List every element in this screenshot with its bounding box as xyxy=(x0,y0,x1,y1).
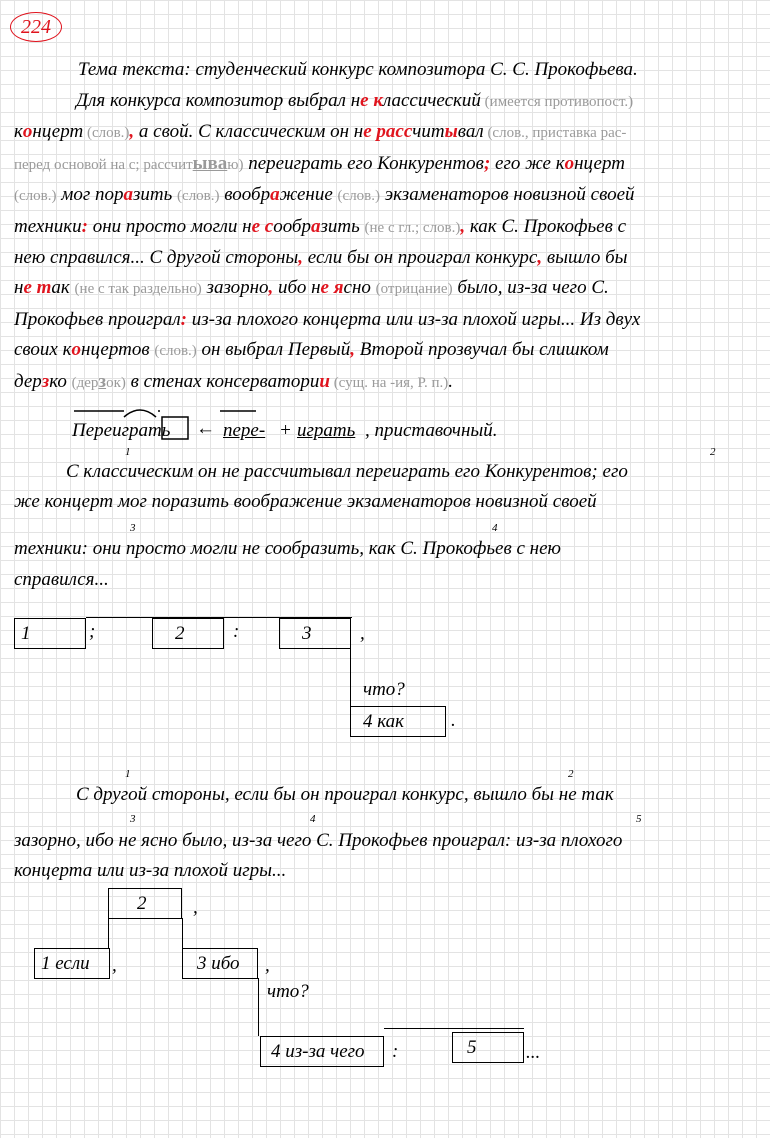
clause-number: 2 xyxy=(568,768,574,780)
morph-base: играть xyxy=(297,420,356,441)
main-paragraph xyxy=(14,86,766,398)
clause-number: 4 xyxy=(310,813,316,825)
clause-box-1: 1 xyxy=(14,618,86,649)
question-label: что? xyxy=(363,679,405,700)
separator: ; xyxy=(89,621,96,642)
arrow-icon: ← xyxy=(196,418,215,439)
page-number: 224 xyxy=(10,12,62,42)
morph-word: Переиграть xyxy=(72,420,171,441)
separator: , xyxy=(265,955,270,976)
separator: : xyxy=(233,621,240,642)
clause-box-2: 2 xyxy=(108,888,182,919)
connector-line xyxy=(108,918,109,948)
sentence-2-line-4: справился... xyxy=(14,569,109,590)
theme-line: Тема текста: студенческий конкурс композитора С. С. Прокофьева. xyxy=(78,59,638,80)
separator: . xyxy=(451,710,456,731)
clause-box-3: 3 xyxy=(279,618,351,649)
connector-line xyxy=(384,1028,524,1029)
paragraph-line-10: дерзко (дерзок) в стенах консерватории (сущ. на -ия, Р. п.). xyxy=(14,370,454,392)
clause-box-5: 5 xyxy=(452,1032,524,1063)
clause-number: 4 xyxy=(492,522,498,534)
clause-box-3: 3 ибо xyxy=(182,948,258,979)
separator: : xyxy=(392,1041,399,1062)
connector-line xyxy=(258,978,259,1036)
connector-line xyxy=(350,649,351,706)
paragraph-line-7: не так (не с так раздельно) зазорно, ибо не ясно (отрицание) было, из-за чего С. xyxy=(14,277,609,299)
paragraph-line-2: концерт (слов.), а свой. С классическим он не рассчитывал (слов., приставка рас- xyxy=(14,121,627,143)
clause-box-2: 2 xyxy=(152,618,224,649)
clause-number: 2 xyxy=(710,446,716,458)
paragraph-line-3: перед основой на с; рассчитываю) переиграть его Конкурентов; его же концерт xyxy=(14,152,625,174)
paragraph-line-6: нею справился... С другой стороны, если бы он проиграл конкурс, вышло бы xyxy=(14,247,628,269)
morph-prefix: пере- xyxy=(223,420,266,441)
sentence-2-line-2: же концерт мог поразить воображение экзаменаторов новизной своей xyxy=(14,491,597,512)
clause-box-1: 1 если xyxy=(34,948,110,979)
separator: , xyxy=(360,623,365,644)
separator: , xyxy=(112,955,117,976)
sentence-3-line-2: зазорно, ибо не ясно было, из-за чего С. Прокофьев проиграл: из-за плохого xyxy=(14,830,623,851)
separator: , xyxy=(193,897,198,918)
sentence-3-line-3: концерта или из-за плохой игры... xyxy=(14,860,287,881)
paragraph-line-5: техники: они просто могли не сообразить (не с гл.; слов.), как С. Прокофьев с xyxy=(14,215,627,237)
clause-number: 5 xyxy=(636,813,642,825)
sentence-3-line-1: С другой стороны, если бы он проиграл конкурс, вышло бы не так xyxy=(76,784,614,805)
clause-box-4: 4 из-за чего xyxy=(260,1036,384,1067)
morph-plus: + xyxy=(279,420,292,441)
morph-tail: , приставочный. xyxy=(365,420,498,441)
clause-box-4: 4 как xyxy=(350,706,446,737)
connector-line xyxy=(182,918,183,948)
paragraph-line-4: (слов.) мог поразить (слов.) воображение (слов.) экзаменаторов новизной своей xyxy=(14,184,635,206)
sentence-2-line-1: С классическим он не рассчитывал переиграть его Конкурентов; его xyxy=(66,461,628,482)
separator: ... xyxy=(526,1042,541,1063)
paragraph-line-8: Прокофьев проиграл: из-за плохого концерта или из-за плохой игры... Из двух xyxy=(14,308,641,330)
clause-number: 3 xyxy=(130,522,136,534)
paragraph-line-1: Для конкурса композитор выбрал не классический (имеется противопост.) xyxy=(76,90,634,111)
question-label: что? xyxy=(267,981,309,1002)
clause-number: 1 xyxy=(125,446,131,458)
paragraph-line-9: своих концертов (слов.) он выбрал Первый, Второй прозвучал бы слишком xyxy=(14,339,609,361)
clause-number: 1 xyxy=(125,768,131,780)
sentence-2-line-3: техники: они просто могли не сообразить, как С. Прокофьев с нею xyxy=(14,538,561,559)
clause-number: 3 xyxy=(130,813,136,825)
